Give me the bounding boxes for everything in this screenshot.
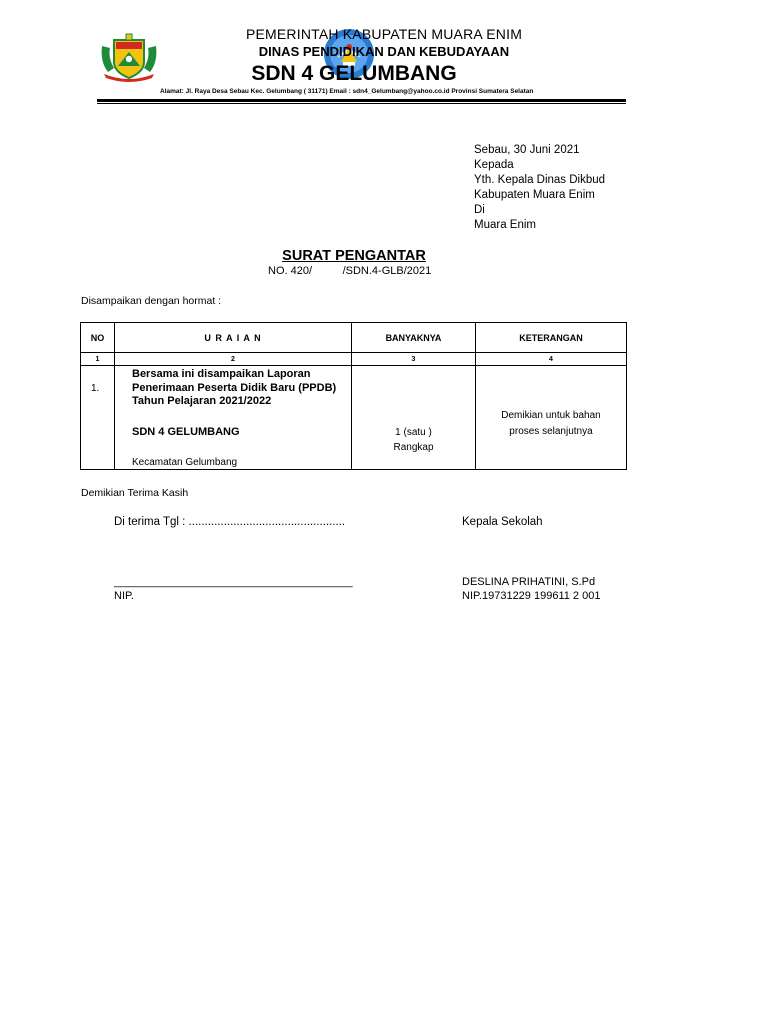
receiver-nip: NIP. [114,590,134,602]
letterhead-school-name: SDN 4 GELUMBANG [251,62,457,85]
row-number: 1. [91,383,100,394]
cell-no [81,366,115,470]
col-number-2: 2 [115,353,352,366]
col-number-3: 3 [352,353,476,366]
letter-date: Sebau, 30 Juni 2021 [474,144,580,156]
quantity-line-2: Rangkap [393,442,434,453]
letterhead-address: Alamat: Jl. Raya Desa Sebau Kec. Gelumbang ( 31171) Email : sdn4_Gelumbang@yahoo.co.id Provinsi Sumatera Selatan [160,88,534,95]
recipient-title: Yth. Kepala Dinas Dikbud [474,174,606,186]
recipient-to: Kepada [474,159,514,171]
principal-name: DESLINA PRIHATINI, S.Pd [462,576,596,588]
uraian-line-2: Penerimaan Peserta Didik Baru (PPDB) [132,381,337,394]
letterhead-government: PEMERINTAH KABUPATEN MUARA ENIM [245,26,523,42]
recipient-regency: Kabupaten Muara Enim [474,189,595,201]
header-no: NO [81,323,115,353]
header-keterangan: KETERANGAN [476,323,627,353]
col-number-1: 1 [81,353,115,366]
table-column-number-row [81,353,627,366]
col-number-4: 4 [476,353,627,366]
letter-number: NO. 420/ /SDN.4-GLB/2021 [268,265,432,277]
cell-keterangan [476,366,627,470]
recipient-city: Muara Enim [474,219,536,231]
remarks-line-1: Demikian untuk bahan [501,410,601,421]
principal-nip: NIP.19731229 199611 2 001 [462,590,601,602]
principal-title: Kepala Sekolah [462,516,543,528]
table-row [81,366,627,470]
letterhead-department: DINAS PENDIDIKAN DAN KEBUDAYAAN [258,44,510,59]
header-uraian: U R A I A N [115,323,352,353]
cell-banyaknya [352,366,476,470]
letterhead-thick-rule [97,99,626,102]
uraian-school: SDN 4 GELUMBANG [132,426,240,438]
quantity-line-1: 1 (satu ) [395,427,432,438]
remarks [476,408,626,440]
receiver-signature-line: _______________________________________ [114,576,353,588]
greeting: Disampaikan dengan hormat : [81,295,222,307]
recipient-block [474,143,605,233]
closing-text: Demikian Terima Kasih [81,487,189,499]
header-banyaknya: BANYAKNYA [352,323,476,353]
uraian-kecamatan: Kecamatan Gelumbang [132,457,238,468]
items-table [80,322,627,470]
table-header-row [81,323,627,353]
received-date-line: Di terima Tgl : ................................................. [114,516,346,528]
letterhead-thin-rule [97,103,626,104]
quantity [352,425,475,455]
remarks-line-2: proses selanjutnya [509,426,593,437]
uraian-line-3: Tahun Pelajaran 2021/2022 [132,395,272,407]
cell-uraian [115,366,352,470]
recipient-di: Di [474,204,485,216]
letter-title: SURAT PENGANTAR [282,248,426,264]
uraian-line-1: Bersama ini disampaikan Laporan [132,368,311,380]
uraian-description [132,368,336,409]
